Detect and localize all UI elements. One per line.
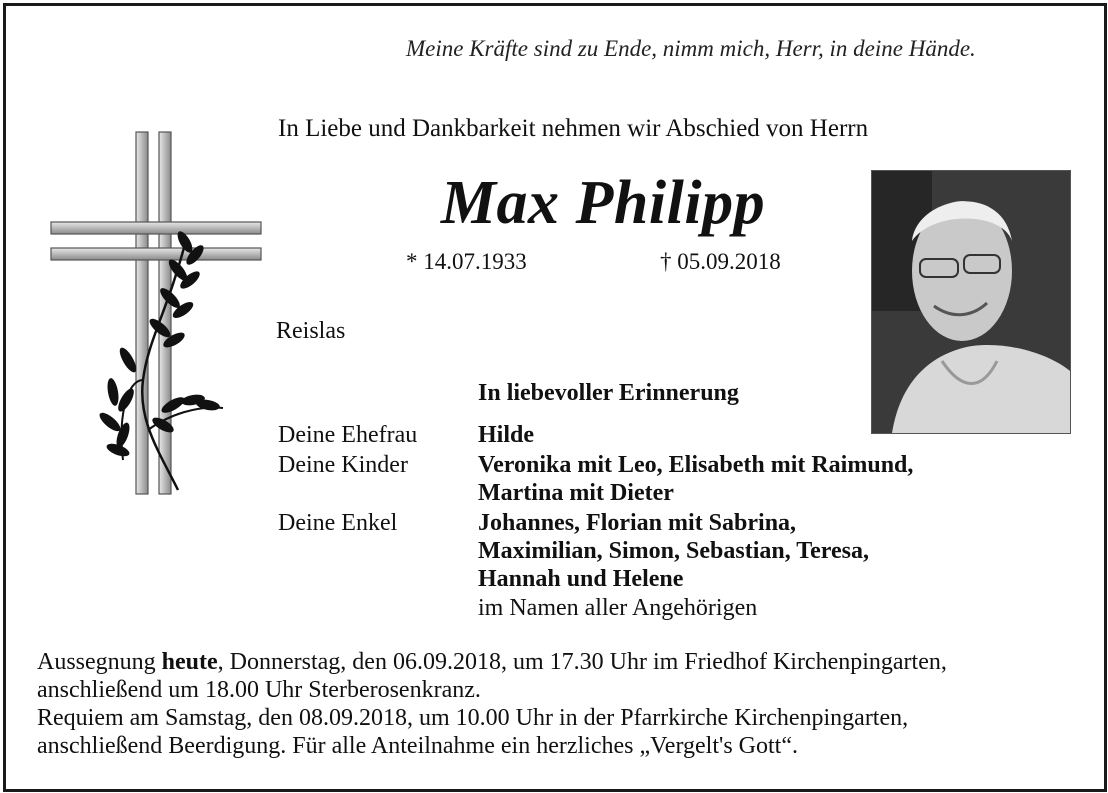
footer-text: , Donnerstag, den 06.09.2018, um 17.30 Uhr im Friedhof Kirchenpingarten, [217,649,947,675]
closing-line: im Namen aller Angehörigen [478,595,758,621]
footer-emphasis: heute [161,649,218,675]
footer-text: Aussegnung [37,649,162,675]
deceased-name: Max Philipp [440,169,766,237]
intro-line: In Liebe und Dankbarkeit nehmen wir Abschied von Herrn [278,115,869,142]
relative-label-spouse: Deine Ehefrau [278,422,418,448]
memory-heading: In liebevoller Erinnerung [478,380,739,406]
person-silhouette-icon [872,171,1070,433]
footer-line-3: Requiem am Samstag, den 08.09.2018, um 10.00 Uhr in der Pfarrkirche Kirchenpingarten, [37,705,909,731]
names-line: Hannah und Helene [478,566,684,592]
motto: Meine Kräfte sind zu Ende, nimm mich, Herr, in deine Hände. [406,36,976,61]
relative-names-grandchildren [478,509,869,593]
names-line: Maximilian, Simon, Sebastian, Teresa, [478,538,869,564]
relative-names-children [478,451,913,507]
footer-line-1 [37,648,1097,676]
names-line: Martina mit Dieter [478,480,674,506]
funeral-details [37,648,1097,760]
death-date: † 05.09.2018 [660,249,781,274]
relative-names-spouse [478,421,534,449]
place-name: Reislas [276,318,346,344]
birth-date: * 14.07.1933 [406,249,527,274]
names-line: Veronika mit Leo, Elisabeth mit Raimund, [478,452,914,478]
relative-label-children: Deine Kinder [278,452,408,478]
portrait-photo [871,170,1071,434]
footer-line-4: anschließend Beerdigung. Für alle Anteilnahme ein herzliches „Vergelt's Gott“. [37,733,798,759]
cross-with-olive-branch-icon [48,130,278,500]
relative-label-grandchildren: Deine Enkel [278,510,398,536]
footer-line-2: anschließend um 18.00 Uhr Sterberosenkranz. [37,677,481,703]
names-line: Hilde [478,422,535,448]
names-line: Johannes, Florian mit Sabrina, [478,510,797,536]
